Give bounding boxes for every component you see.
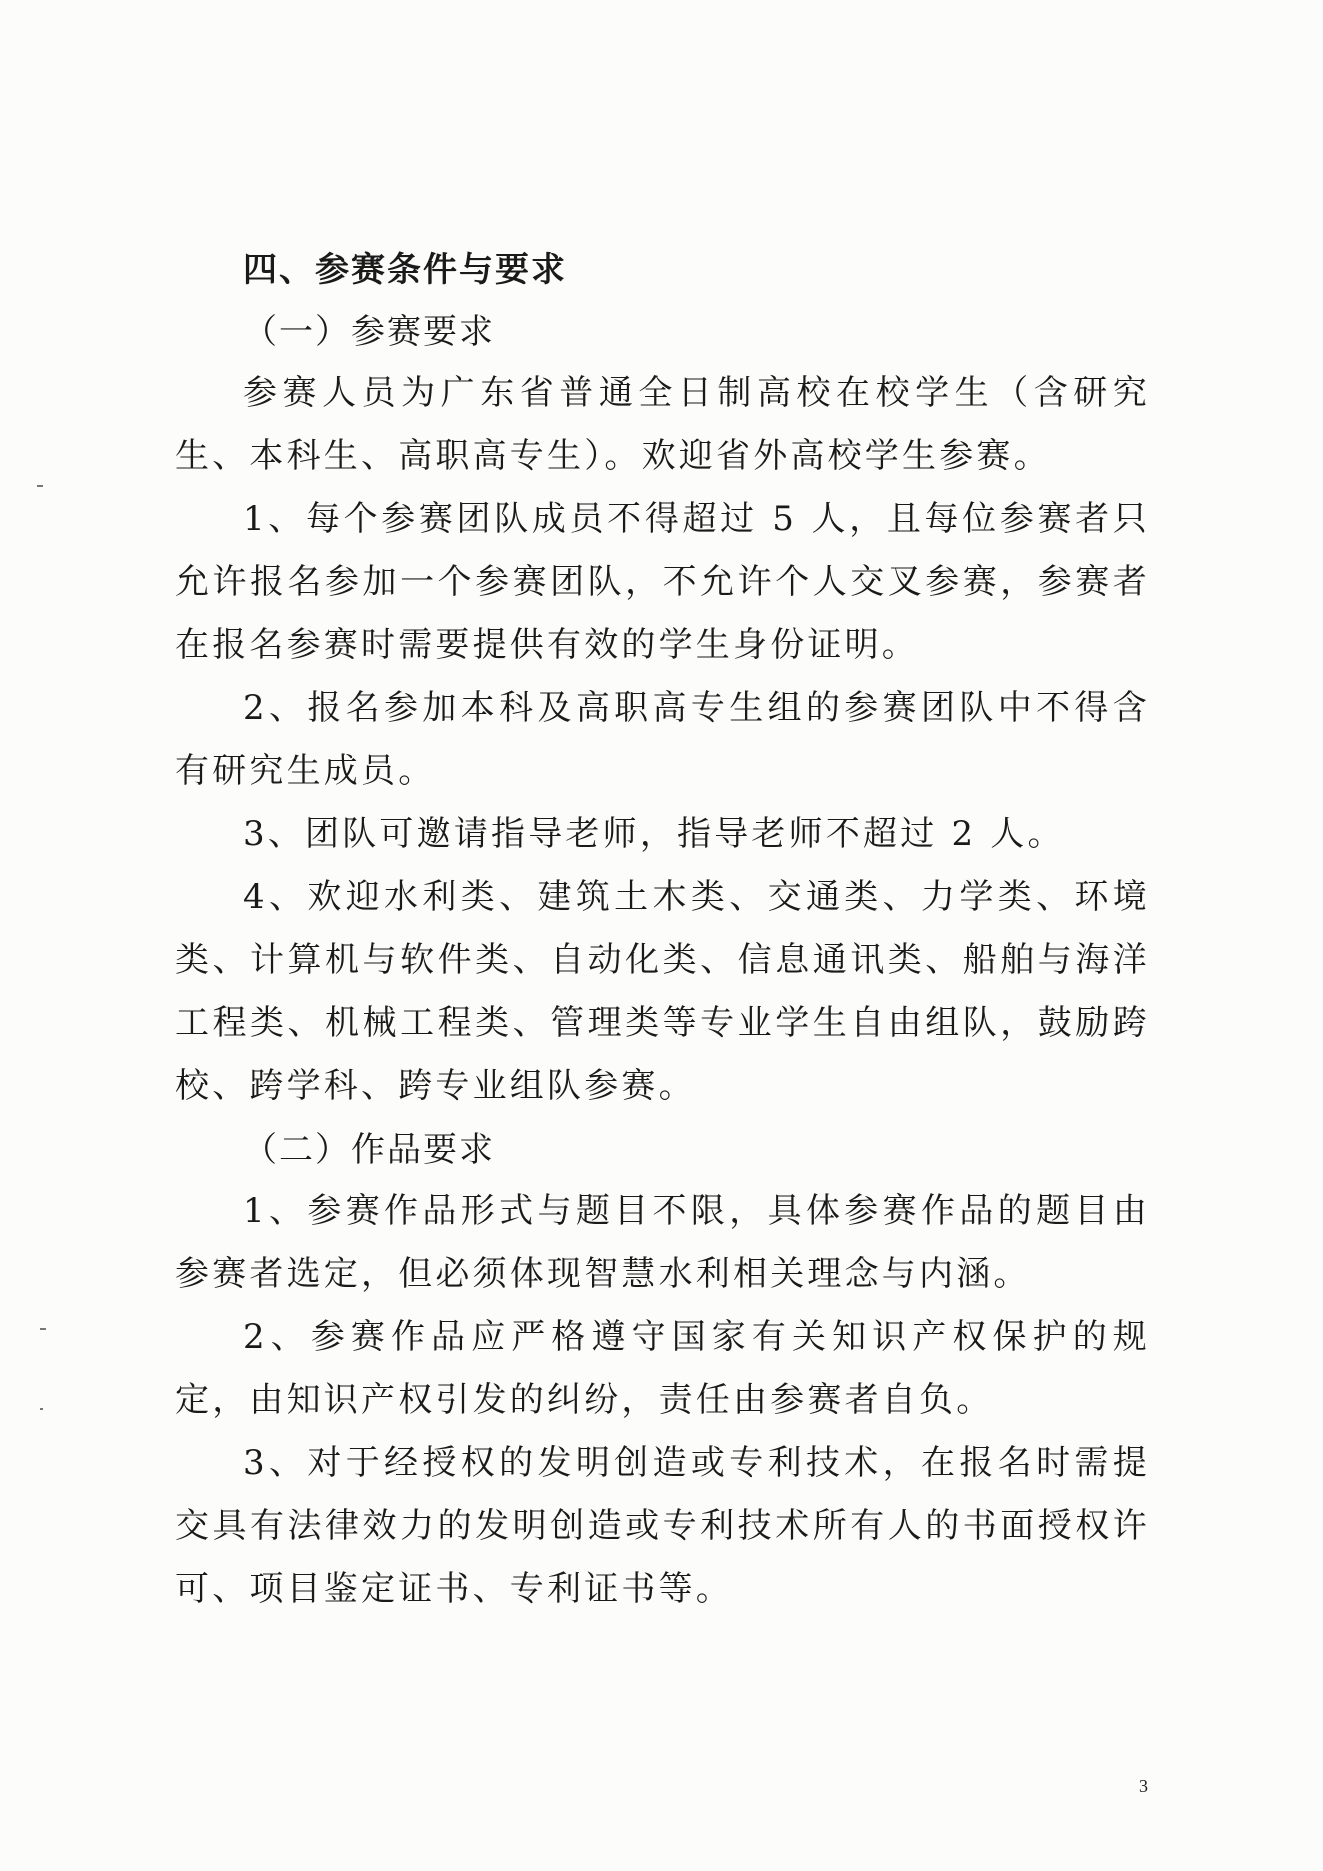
works-item: 1、参赛作品形式与题目不限，具体参赛作品的题目由参赛者选定，但必须体现智慧水利相关理念与内涵。 <box>175 1191 1150 1294</box>
participation-item: 1、每个参赛团队成员不得超过 5 人，且每位参赛者只允许报名参加一个参赛团队，不允许个人交叉参赛，参赛者在报名参赛时需要提供有效的学生身份证明。 <box>175 499 1150 665</box>
participation-heading: （一）参赛要求 <box>243 312 495 352</box>
section-title: 四、参赛条件与要求 <box>243 250 567 290</box>
scan-speck <box>40 1328 46 1330</box>
participation-paragraph: 参赛人员为广东省普通全日制高校在校学生（含研究生、本科生、高职高专生）。欢迎省外高校学生参赛。 <box>175 373 1150 476</box>
participation-item: 2、报名参加本科及高职高专生组的参赛团队中不得含有研究生成员。 <box>175 688 1150 791</box>
participation-item: 4、欢迎水利类、建筑土木类、交通类、力学类、环境类、计算机与软件类、自动化类、信息通讯类、船舶与海洋工程类、机械工程类、管理类等专业学生自由组队，鼓励跨校、跨学科、跨专业组队参赛。 <box>175 877 1150 1106</box>
works-item: 2、参赛作品应严格遵守国家有关知识产权保护的规定，由知识产权引发的纠纷，责任由参赛者自负。 <box>175 1317 1150 1420</box>
document-body <box>175 240 1150 1621</box>
scan-speck <box>37 485 43 487</box>
works-item: 3、对于经授权的发明创造或专利技术，在报名时需提交具有法律效力的发明创造或专利技术所有人的书面授权许可、项目鉴定证书、专利证书等。 <box>175 1443 1150 1609</box>
works-heading: （二）作品要求 <box>243 1130 495 1170</box>
scan-speck <box>40 1408 43 1410</box>
participation-item: 3、团队可邀请指导老师，指导老师不超过 2 人。 <box>243 814 1065 854</box>
page-number: 3 <box>1139 1776 1148 1796</box>
